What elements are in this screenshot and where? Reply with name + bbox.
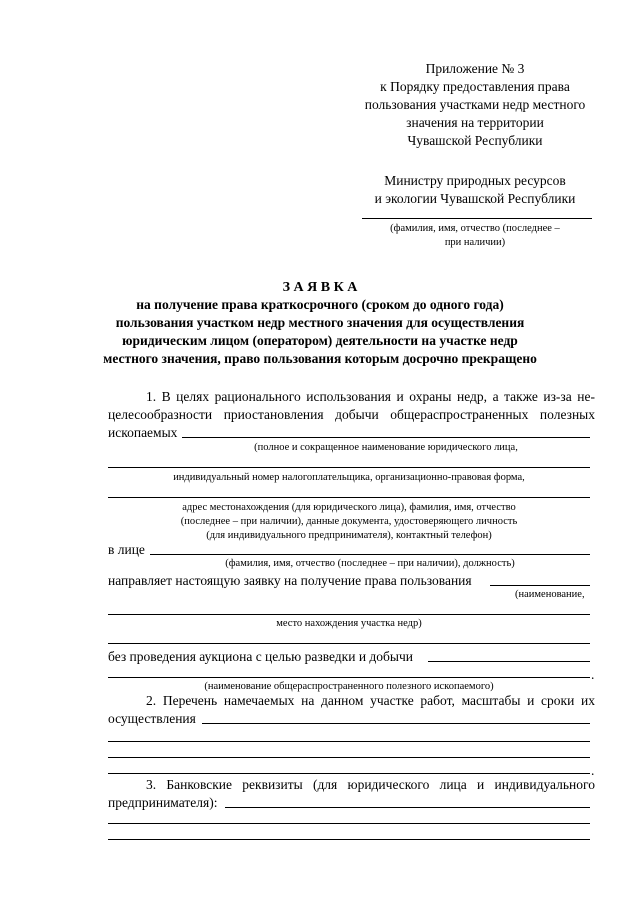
hint-person: (фамилия, имя, отчество (последнее – при наличии), должность)	[225, 558, 515, 569]
appendix-line: Чувашской Республики	[407, 133, 543, 148]
subsoil-name-field[interactable]	[490, 585, 590, 586]
appendix-line: значения на территории	[406, 115, 544, 130]
p3-line1: 3. Банковские реквизиты (для юридического лица и индивидуального	[146, 777, 595, 792]
subsoil-location-field[interactable]	[108, 614, 590, 615]
hint-naming: (наименование,	[515, 589, 585, 600]
addressee-line: Министру природных ресурсов	[384, 173, 566, 188]
p3-line2: предпринимателя):	[108, 795, 218, 810]
appendix-line: к Порядку предоставления права	[380, 79, 570, 94]
addressee-field-line	[362, 218, 592, 219]
representative-field[interactable]	[150, 554, 590, 555]
appendix-line: пользования участками недр местного	[364, 97, 586, 112]
p2-line1: 2. Перечень намечаемых на данном участке работ, масштабы и сроки их	[146, 693, 595, 708]
appendix-line: Приложение № 3	[425, 61, 525, 76]
bank-field-1[interactable]	[225, 807, 590, 808]
mineral-name-field[interactable]	[108, 677, 590, 678]
addressee-block	[355, 172, 595, 208]
in-person-label: в лице	[108, 542, 145, 557]
bank-field-3[interactable]	[108, 839, 590, 840]
p1-line3: ископаемых	[108, 425, 178, 440]
hint-address: адрес местонахождения (для юридического лица), фамилия, имя, отчество (последнее – при наличии), данные документа, удостоверяющего личность (для индивидуального предпринимателя), контактный телефон)	[180, 502, 518, 541]
addressee-line: и экологии Чувашской Республики	[374, 191, 576, 206]
works-field-4[interactable]	[108, 773, 590, 774]
period-mark-2: .	[591, 763, 595, 778]
hint-name: (полное и сокращенное наименование юридического лица,	[254, 442, 518, 453]
applicant-address-field[interactable]	[108, 497, 590, 498]
period-mark: .	[591, 667, 595, 682]
works-field-3[interactable]	[108, 757, 590, 758]
works-field-2[interactable]	[108, 741, 590, 742]
addressee-hint: (фамилия, имя, отчество (последнее – при наличии)	[390, 223, 560, 248]
hint-location: место нахождения участка недр)	[276, 618, 422, 629]
document-title: З А Я В К А	[282, 280, 358, 295]
bank-field-2[interactable]	[108, 823, 590, 824]
p1-line2: целесообразности приостановления добычи общераспространенных полезных	[108, 407, 595, 422]
extra-line[interactable]	[108, 643, 590, 644]
appendix-block	[355, 60, 595, 150]
p1-line1: 1. В целях рационального использования и охраны недр, а также из-за не-	[146, 389, 595, 404]
mineral-field[interactable]	[428, 661, 590, 662]
applicant-name-field[interactable]	[182, 437, 590, 438]
sends-text: направляет настоящую заявку на получение права пользования	[108, 573, 472, 588]
works-field-1[interactable]	[202, 723, 590, 724]
hint-inn: индивидуальный номер налогоплательщика, организационно-правовая форма,	[173, 472, 525, 483]
hint-mineral: (наименование общераспространенного полезного ископаемого)	[204, 681, 494, 692]
p2-line2: осуществления	[108, 711, 196, 726]
document-subtitle: на получение права краткосрочного (сроком до одного года) пользования участком недр местного значения для осуществления юридическим лицом (оператором) деятельности на участке недр местного значения, право пользования которым досрочно прекращено	[103, 297, 537, 366]
applicant-inn-field[interactable]	[108, 467, 590, 468]
no-auction-text: без проведения аукциона с целью разведки и добычи	[108, 649, 414, 664]
